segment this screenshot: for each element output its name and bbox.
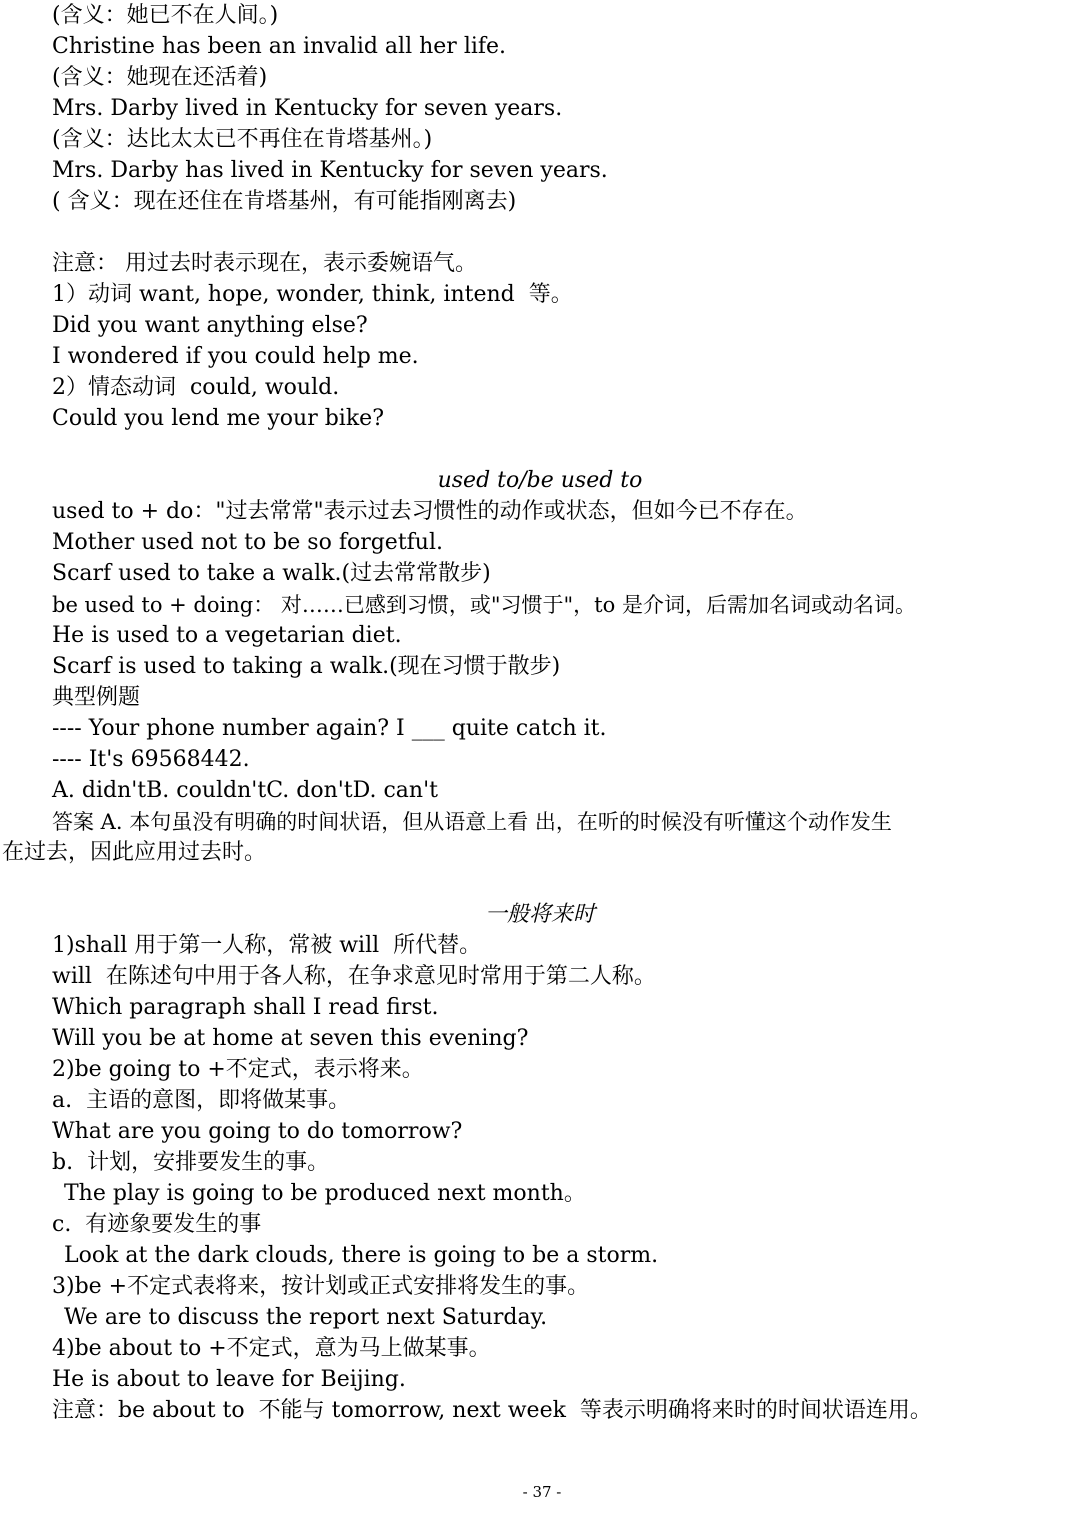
text-line: Which paragraph shall I read first. <box>52 995 439 1020</box>
text-line: b. 计划，安排要发生的事。 <box>52 1150 330 1175</box>
text-line: (含义：达比太太已不再住在肯塔基州。) <box>52 127 433 152</box>
text-line: Did you want anything else? <box>52 313 368 338</box>
text-line: ---- Your phone number again? I ___ quite catch it. <box>52 716 607 741</box>
text-line: Mother used not to be so forgetful. <box>52 530 444 555</box>
text-line: He is about to leave for Beijing. <box>52 1367 406 1392</box>
text-line: 2）情态动词 could, would. <box>52 375 340 400</box>
text-line: (含义：她已不在人间。) <box>52 3 279 28</box>
text-line: 注意： 用过去时表示现在，表示委婉语气。 <box>52 251 477 276</box>
text-line: Mrs. Darby lived in Kentucky for seven years. <box>52 96 563 121</box>
text-line: ( 含义：现在还住在肯塔基州，有可能指刚离去) <box>52 189 517 214</box>
text-line: 注意：be about to 不能与 tomorrow, next week 等表示明确将来时的时间状语连用。 <box>52 1398 932 1423</box>
text-line: The play is going to be produced next month。 <box>64 1181 586 1206</box>
text-line: c. 有迹象要发生的事 <box>52 1212 262 1237</box>
page-number: - 37 - <box>522 1483 562 1501</box>
text-line: be used to + doing： 对……已感到习惯，或"习惯于"，to 是介词，后需加名词或动名词。 <box>52 593 916 617</box>
text-line: What are you going to do tomorrow? <box>52 1119 463 1144</box>
text-line: I wondered if you could help me. <box>52 344 419 369</box>
text-line: 1)shall 用于第一人称，常被 will 所代替。 <box>52 933 482 958</box>
text-line: 典型例题 <box>52 685 141 710</box>
text-line: Christine has been an invalid all her life. <box>52 34 507 59</box>
text-line: 在过去，因此应用过去时。 <box>2 840 267 865</box>
text-line: (含义：她现在还活着) <box>52 65 268 90</box>
text-line: 4)be about to +不定式，意为马上做某事。 <box>52 1336 491 1361</box>
text-line: ---- It's 69568442. <box>52 747 250 772</box>
text-line: Mrs. Darby has lived in Kentucky for seven years. <box>52 158 608 183</box>
text-line: used to + do："过去常常"表示过去习惯性的动作或状态，但如今已不存在。 <box>52 499 808 524</box>
text-line: Will you be at home at seven this evening? <box>52 1026 529 1051</box>
section-heading: used to/be used to <box>437 468 643 493</box>
text-line: will 在陈述句中用于各人称，在争求意见时常用于第二人称。 <box>52 964 656 989</box>
section-heading: 一般将来时 <box>484 902 595 927</box>
text-line: Could you lend me your bike? <box>52 406 384 431</box>
text-line: Scarf is used to taking a walk.(现在习惯于散步) <box>52 654 561 679</box>
text-line: Look at the dark clouds, there is going to be a storm. <box>64 1243 659 1268</box>
text-line: A. didn'tB. couldn'tC. don'tD. can't <box>52 778 438 803</box>
text-line: 答案 A. 本句虽没有明确的时间状语，但从语意上看 出，在听的时候没有听懂这个动作发生 <box>52 810 892 834</box>
text-line: 1）动词 want, hope, wonder, think, intend 等。 <box>52 282 573 307</box>
text-line: Scarf used to take a walk.(过去常常散步) <box>52 561 491 586</box>
text-line: 3)be +不定式表将来，按计划或正式安排将发生的事。 <box>52 1274 590 1299</box>
text-line: 2)be going to +不定式，表示将来。 <box>52 1057 424 1082</box>
text-line: He is used to a vegetarian diet. <box>52 623 402 648</box>
text-line: We are to discuss the report next Saturday. <box>64 1305 548 1330</box>
text-line: a. 主语的意图，即将做某事。 <box>52 1088 351 1113</box>
